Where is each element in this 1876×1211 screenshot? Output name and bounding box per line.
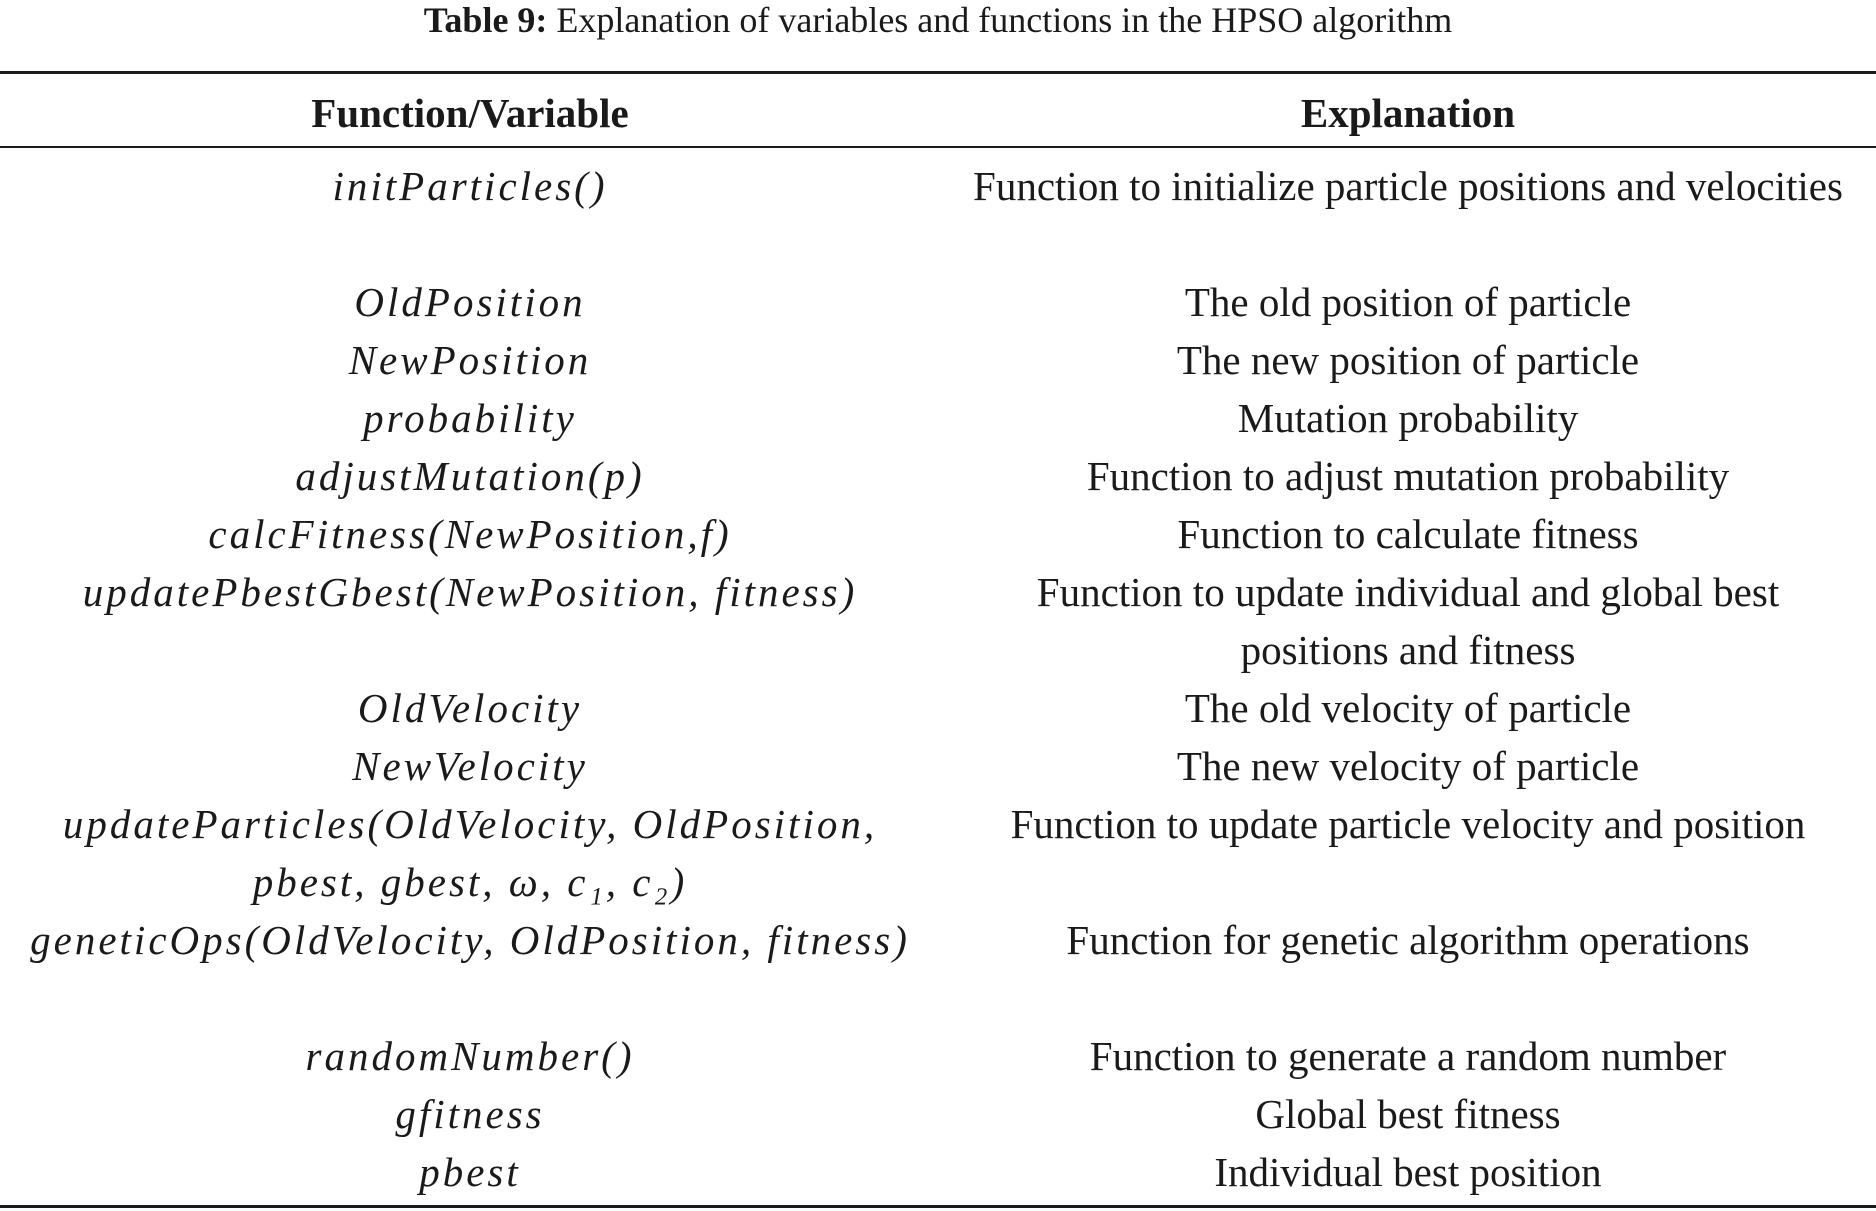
function-cell: adjustMutation(p) — [295, 453, 645, 499]
explanation-cell: Function to update individual and global best positions and fitness — [1036, 569, 1780, 673]
table-caption — [0, 0, 1876, 40]
table-row — [0, 331, 1876, 389]
explanation-cell: Function to update particle velocity and position — [1010, 801, 1806, 847]
table-row — [0, 1085, 1876, 1143]
explanation-cell: Function to adjust mutation probability — [1086, 453, 1730, 499]
function-cell: gfitness — [395, 1091, 545, 1137]
function-cell: updatePbestGbest(NewPosition, fitness) — [82, 569, 858, 615]
explanation-cell: The old velocity of particle — [1184, 685, 1632, 731]
function-cell: OldPosition — [354, 279, 586, 325]
explanation-cell: The new velocity of particle — [1176, 743, 1640, 789]
bottom-rule — [0, 1205, 1876, 1208]
table-body — [0, 157, 1876, 1201]
table-caption-label: Table 9: — [423, 0, 548, 40]
table-row — [0, 795, 1876, 911]
function-cell: pbest — [419, 1149, 521, 1195]
header-function-variable: Function/Variable — [311, 90, 629, 136]
explanation-cell: Individual best position — [1214, 1149, 1602, 1195]
table-row — [0, 911, 1876, 1027]
table-caption-text: Explanation of variables and functions in the HPSO algorithm — [547, 0, 1453, 40]
table-row — [0, 563, 1876, 679]
function-cell: geneticOps(OldVelocity, OldPosition, fitness) — [30, 917, 910, 963]
explanation-cell: Mutation probability — [1237, 395, 1579, 441]
table-row — [0, 447, 1876, 505]
table-row — [0, 1143, 1876, 1201]
explanation-cell: Global best fitness — [1255, 1091, 1561, 1137]
table-row — [0, 389, 1876, 447]
explanation-cell: Function to generate a random number — [1089, 1033, 1727, 1079]
function-cell: randomNumber() — [305, 1033, 635, 1079]
table-row — [0, 1027, 1876, 1085]
function-cell: OldVelocity — [357, 685, 583, 731]
top-rule — [0, 71, 1876, 74]
table-row — [0, 737, 1876, 795]
table-row — [0, 679, 1876, 737]
function-cell: calcFitness(NewPosition,f) — [208, 511, 732, 557]
explanation-cell: The old position of particle — [1184, 279, 1632, 325]
function-cell: initParticles() — [332, 163, 608, 209]
function-cell: probability — [363, 395, 577, 441]
header-rule — [0, 146, 1876, 148]
header-explanation: Explanation — [1300, 90, 1516, 136]
table-header — [0, 80, 1876, 146]
function-cell: NewPosition — [348, 337, 592, 383]
table-row — [0, 157, 1876, 273]
explanation-cell: Function to calculate fitness — [1177, 511, 1639, 557]
table-row — [0, 505, 1876, 563]
explanation-cell: Function for genetic algorithm operations — [1066, 917, 1750, 963]
function-cell: NewVelocity — [352, 743, 588, 789]
table-row — [0, 273, 1876, 331]
explanation-cell: The new position of particle — [1176, 337, 1640, 383]
function-cell: updateParticles(OldVelocity, OldPosition, pbest, gbest, ω, c₁, c₂) — [62, 801, 878, 905]
explanation-cell: Function to initialize particle positions and velocities — [973, 163, 1843, 209]
